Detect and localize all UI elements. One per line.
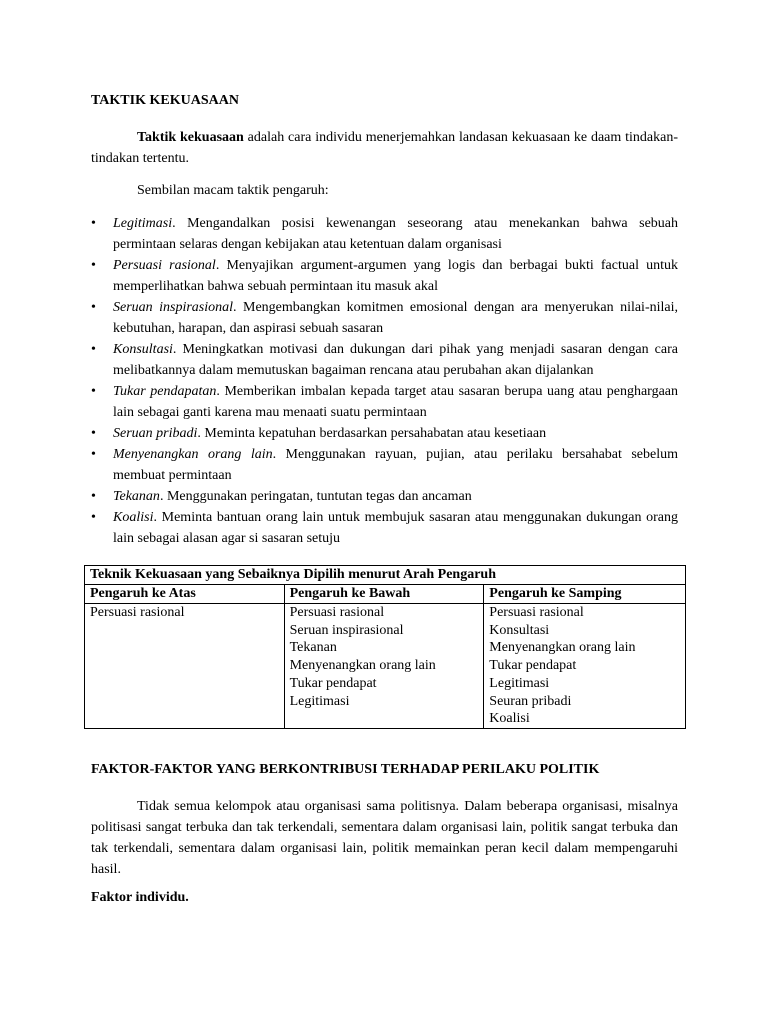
table-cell-item: Konsultasi	[489, 622, 550, 638]
list-item	[91, 213, 678, 255]
list-item	[91, 339, 678, 381]
intro-text: adalah cara individu menerjemahkan landasan kekuasaan ke daam tindakan-tindakan tertentu.	[91, 130, 678, 166]
table-row	[85, 604, 686, 729]
list-item	[91, 255, 678, 297]
list-item	[91, 381, 678, 423]
list-item	[91, 423, 678, 444]
tactic-term: Seruan pribadi	[113, 426, 198, 441]
table-cell-item: Legitimasi	[289, 693, 350, 709]
section-title-faktor: FAKTOR-FAKTOR YANG BERKONTRIBUSI TERHADAP PERILAKU POLITIK	[91, 762, 600, 777]
tactic-term: Tukar pendapatan	[113, 384, 217, 399]
subheading-faktor-individu: Faktor individu.	[91, 890, 189, 905]
section-title-taktik-kekuasaan: TAKTIK KEKUASAAN	[91, 93, 239, 108]
table-cell-item: Seuran pribadi	[489, 693, 572, 709]
intro-bold-term: Taktik kekuasaan	[137, 130, 244, 145]
table-cell-item: Menyenangkan orang lain	[489, 640, 636, 656]
lateral-tactics-cell	[484, 604, 686, 729]
tactic-desc: . Menggunakan rayuan, pujian, atau perilaku bersahabat sebelum membuat permintaan	[113, 447, 678, 483]
tactic-desc: . Memberikan imbalan kepada target atau sasaran berupa uang atau penghargaan lain sebagai ganti karena mau menaati suatu permintaan	[113, 384, 679, 420]
tactic-term: Konsultasi	[113, 342, 173, 357]
tactic-term: Tekanan	[113, 489, 160, 504]
tactic-desc: . Menyajikan argument-argumen yang logis dan berbagai bukti factual untuk memperlihatkan bahwa sebuah permintaan itu masuk akal	[113, 258, 678, 294]
table-cell-item: Persuasi rasional	[289, 605, 385, 620]
list-item	[91, 486, 678, 507]
tactics-list	[91, 213, 678, 549]
downward-tactics-cell	[284, 604, 484, 729]
list-item	[91, 507, 678, 549]
tactic-desc: . Meningkatkan motivasi dan dukungan dari pihak yang menjadi sasaran dengan cara melibatkannya dalam memutuskan bagaiman rencana atau perubahan akan dijalankan	[113, 342, 678, 378]
intro-paragraph	[91, 127, 678, 169]
table-header-lateral: Pengaruh ke Samping	[484, 585, 686, 604]
faktor-paragraph-text: Tidak semua kelompok atau organisasi sama politisnya. Dalam beberapa organisasi, misalnya politisasi sangat terbuka dan tak terkendali, sementara dalam organisasi lain, politik sangat terbuka dan tak terkendali, sementara dalam organisasi lain, politik memainkan peran kecil dalam mempengaruhi hasil.	[91, 799, 678, 877]
tactic-term: Persuasi rasional	[113, 258, 216, 273]
table-header-downward: Pengaruh ke Bawah	[284, 585, 484, 604]
list-item	[91, 297, 678, 339]
table-cell-item: Seruan inspirasional	[289, 622, 404, 638]
tactic-desc: . Mengembangkan komitmen emosional dengan ara menyerukan nilai-nilai, kebutuhan, harapan, dan aspirasi sebuah sasaran	[113, 300, 678, 336]
table-cell-item: Persuasi rasional	[90, 605, 185, 620]
table-cell-item: Tekanan	[289, 640, 337, 656]
tactic-desc: . Menggunakan peringatan, tuntutan tegas dan ancaman	[159, 489, 472, 504]
tactic-desc: . Meminta kepatuhan berdasarkan persahabatan atau kesetiaan	[197, 426, 547, 441]
tactic-term: Seruan inspirasional	[113, 300, 234, 315]
influence-direction-table	[84, 565, 686, 729]
table-cell-item: Legitimasi	[489, 675, 550, 691]
tactic-term: Legitimasi	[113, 216, 173, 231]
tactic-term: Menyenangkan orang lain	[113, 447, 273, 462]
list-intro: Sembilan macam taktik pengaruh:	[137, 183, 329, 198]
table-header-upward: Pengaruh ke Atas	[85, 585, 285, 604]
tactic-desc: . Mengandalkan posisi kewenangan seseorang atau menekankan bahwa sebuah permintaan selaras dengan kebijakan atau ketentuan dalam organisasi	[113, 216, 678, 252]
table-cell-item: Menyenangkan orang lain	[289, 658, 436, 674]
tactic-desc: . Meminta bantuan orang lain untuk membujuk sasaran atau menggunakan dukungan orang lain sebagai alasan agar si sasaran setuju	[113, 510, 678, 546]
table-cell-item: Tukar pendapat	[489, 658, 577, 674]
faktor-paragraph	[91, 796, 678, 880]
table-cell-item: Tukar pendapat	[289, 675, 377, 691]
table-cell-item: Koalisi	[489, 711, 530, 727]
list-item	[91, 444, 678, 486]
upward-tactics-cell	[85, 604, 285, 729]
tactic-term: Koalisi	[113, 510, 154, 525]
table-cell-item: Persuasi rasional	[489, 605, 584, 620]
table-title: Teknik Kekuasaan yang Sebaiknya Dipilih menurut Arah Pengaruh	[85, 566, 686, 585]
